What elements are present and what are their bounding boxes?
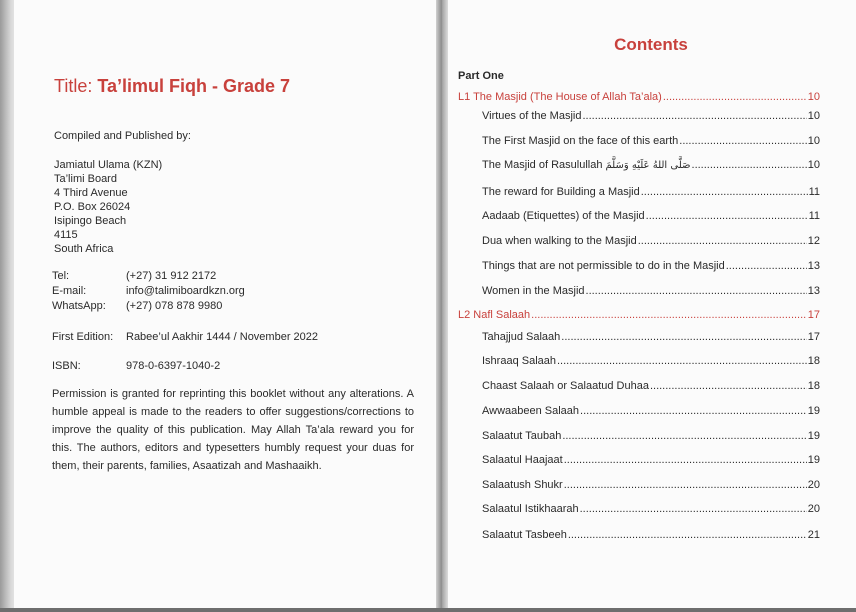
toc-item[interactable]: [482, 285, 820, 297]
toc-page-number: 10: [807, 135, 820, 147]
toc-leader: [564, 454, 807, 466]
address-line: 4115: [54, 229, 78, 241]
toc-label: Tahajjud Salaah: [482, 331, 561, 343]
toc-leader: [646, 210, 808, 222]
address-line: Ta’limi Board: [54, 173, 117, 185]
toc-leader: [562, 430, 806, 442]
toc-label: Salaatul Istikhaarah: [482, 503, 579, 515]
toc-leader: [580, 503, 807, 515]
toc-item[interactable]: [482, 159, 820, 171]
toc-label: Women in the Masjid: [482, 285, 585, 297]
toc-page-number: 21: [807, 529, 820, 541]
toc-leader: [564, 479, 807, 491]
address-line: South Africa: [54, 243, 114, 255]
toc-item[interactable]: [482, 186, 820, 198]
toc-page-number: 11: [808, 186, 820, 198]
toc-label: Things that are not permissible to do in the Masjid: [482, 260, 725, 272]
toc-label: L2 Nafl Salaah: [458, 309, 531, 321]
toc-label: Salaatush Shukr: [482, 479, 563, 491]
isbn-label: ISBN:: [52, 360, 81, 372]
toc-leader: [692, 159, 807, 171]
toc-item[interactable]: [482, 355, 820, 367]
contents-title: Contents: [614, 35, 688, 54]
toc-page-number: 17: [807, 331, 820, 343]
toc-item[interactable]: [482, 210, 820, 222]
toc-page-number: 20: [807, 503, 820, 515]
toc-label: Salaatut Tasbeeh: [482, 529, 567, 541]
toc-label: Awwaabeen Salaah: [482, 405, 580, 417]
toc-label: The reward for Building a Masjid: [482, 186, 640, 198]
toc-page-number: 17: [807, 309, 820, 321]
toc-page-number: 10: [807, 91, 820, 103]
toc-leader: [568, 529, 807, 541]
isbn-line: [52, 360, 220, 372]
toc-item[interactable]: [482, 503, 820, 515]
toc-item[interactable]: [482, 260, 820, 272]
address-line: Jamiatul Ulama (KZN): [54, 159, 163, 171]
toc-leader: [641, 186, 808, 198]
toc-item[interactable]: [482, 454, 820, 466]
address-line: Isipingo Beach: [54, 215, 127, 227]
contact-row: [52, 285, 245, 300]
toc-label: Salaatut Taubah: [482, 430, 562, 442]
toc-item[interactable]: [482, 430, 820, 442]
toc-item[interactable]: [482, 479, 820, 491]
toc-page-number: 18: [807, 355, 820, 367]
edition-label: First Edition:: [52, 331, 114, 343]
compiled-label: Compiled and Published by:: [54, 130, 191, 142]
toc-page-number: 13: [807, 285, 820, 297]
toc-label: Dua when walking to the Masjid: [482, 235, 637, 247]
toc-page-number: 19: [807, 454, 820, 466]
title-prefix: Title:: [54, 76, 93, 96]
toc-leader: [663, 91, 807, 103]
toc-page-number: 10: [807, 110, 820, 122]
book-spine: [436, 0, 448, 612]
toc-label: The First Masjid on the face of this earth: [482, 135, 679, 147]
toc-leader: [561, 331, 806, 343]
toc-label: Virtues of the Masjid: [482, 110, 582, 122]
toc-leader: [726, 260, 807, 272]
toc-page-number: 19: [807, 430, 820, 442]
address-line: P.O. Box 26024: [54, 201, 131, 213]
toc-item[interactable]: [482, 405, 820, 417]
contact-key: WhatsApp:: [52, 300, 106, 312]
edition-value: Rabee’ul Aakhir 1444 / November 2022: [126, 331, 319, 343]
contact-row: [52, 270, 245, 285]
toc-page-number: 13: [807, 260, 820, 272]
toc-label: Ishraaq Salaah: [482, 355, 556, 367]
toc-lesson[interactable]: [458, 91, 820, 103]
toc-label: Aadaab (Etiquettes) of the Masjid: [482, 210, 645, 222]
toc-page-number: 19: [807, 405, 820, 417]
contact-details: [52, 270, 245, 315]
toc-page-number: 18: [807, 380, 820, 392]
salutation-calligraphy: صَلَّى اللهُ عَلَيْهِ وَسَلَّمَ: [605, 160, 691, 171]
toc-leader: [557, 355, 807, 367]
book-title: [54, 76, 290, 97]
toc-item[interactable]: [482, 110, 820, 122]
edition-line: [52, 331, 318, 343]
toc-label: The Masjid of Rasulullah: [482, 159, 603, 171]
toc-leader: [679, 135, 806, 147]
permission-paragraph: Permission is granted for reprinting this booklet without any alterations. A humble appeal is made to the readers to offer suggestions/corrections to improve the quality of this publication. May Allah Ta’ala reward you for this. The authors, editors and typesetters humbly request your duas for them, their parents, families, Asaatizah and Mashaaikh.: [52, 388, 414, 472]
title-text: Ta’limul Fiqh - Grade 7: [97, 76, 291, 96]
toc-item[interactable]: [482, 235, 820, 247]
toc-page-number: 12: [807, 235, 820, 247]
toc-label: L1 The Masjid (The House of Allah Ta’ala): [458, 91, 662, 103]
toc-page-number: 10: [807, 159, 820, 171]
toc-leader: [650, 380, 807, 392]
toc-page-number: 11: [808, 210, 820, 222]
contact-value: (+27) 078 878 9980: [126, 300, 223, 312]
contact-value: info@talimiboardkzn.org: [126, 285, 245, 297]
contact-key: E-mail:: [52, 285, 87, 297]
contact-row: [52, 300, 245, 315]
toc-item[interactable]: [482, 331, 820, 343]
toc-label: Salaatul Haajaat: [482, 454, 563, 466]
toc-leader: [531, 309, 807, 321]
toc-leader: [580, 405, 807, 417]
toc-item[interactable]: [482, 529, 820, 541]
toc-leader: [638, 235, 807, 247]
address-line: 4 Third Avenue: [54, 187, 128, 199]
toc-item[interactable]: [482, 135, 820, 147]
contact-key: Tel:: [52, 270, 70, 282]
toc-label: Chaast Salaah or Salaatud Duhaa: [482, 380, 649, 392]
contact-value: (+27) 31 912 2172: [126, 270, 217, 282]
toc-item[interactable]: [482, 380, 820, 392]
toc-leader: [586, 285, 807, 297]
isbn-value: 978-0-6397-1040-2: [126, 360, 221, 372]
toc-leader: [582, 110, 806, 122]
bottom-edge: [0, 608, 856, 612]
toc-page-number: 20: [807, 479, 820, 491]
publisher-address: [54, 158, 162, 256]
part-heading: Part One: [458, 70, 504, 82]
toc-lesson[interactable]: [458, 309, 820, 321]
